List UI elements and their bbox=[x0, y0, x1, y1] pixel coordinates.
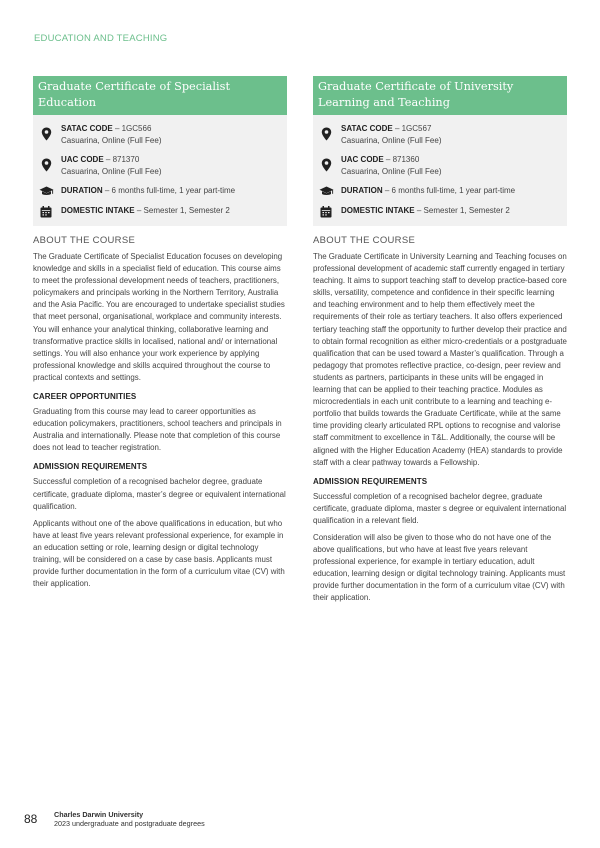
admission-text: Successful completion of a recognised bachelor degree, graduate certificate, graduate diploma, master s degree or equivalent international qualification in a relevant field. bbox=[313, 491, 567, 525]
page-number: 88 bbox=[24, 812, 38, 826]
admission-heading: ADMISSION REQUIREMENTS bbox=[313, 476, 428, 486]
calendar-icon bbox=[317, 205, 335, 218]
intake-value: – Semester 1, Semester 2 bbox=[136, 206, 230, 215]
uac-location: Casuarina, Online (Full Fee) bbox=[341, 166, 442, 176]
duration-value: – 6 months full-time, 1 year part-time bbox=[104, 186, 236, 195]
course-title: Graduate Certificate of Specialist Education bbox=[33, 76, 287, 115]
satac-location: Casuarina, Online (Full Fee) bbox=[341, 135, 442, 145]
admission-text: Consideration will also be given to those who do not have one of the above qualifications, but who have at least five years relevant professional experience, for example in tertiary education, adult education, learning design or digital technology training. Applicants must provide further documentation in the form of a curriculum vitae (CV) with their application. bbox=[313, 532, 566, 603]
duration-info bbox=[313, 182, 567, 202]
course-column-right bbox=[313, 76, 567, 605]
graduation-cap-icon bbox=[37, 185, 55, 197]
about-text: The Graduate Certificate in University Learning and Teaching focuses on professional development of academic staff currently engaged in tertiary teaching. It aims to support teaching staff to develop practice-based core skills, versatility, competence and confidence in their specific learning and teaching environment and to help them effectively meet the requirements of their role as tertiary teachers. It also offers experienced tertiary teaching staff the opportunity to further develop their practice and to obtain formal recognition as either micro-credentials or a postgraduate qualification that can be used toward a Master’s qualification. Through a pedagogy that promotes reflective practice, co-design, peer review and students as partners, participants in these units will be engaged in learning that can be applied to their teaching practice. Modules as microcredentials in each unit contribute to a learning and teaching e-portfolio that builds towards the Graduate Certificate, while at the same time providing clearly articulated RPL options to recognise and valorise staff commitment to excellence in T&L. Additionally, the course will be aligned with the Higher Education Academy (HEA) standards to provide staff with a clear pathway towards a Fellowship. bbox=[313, 252, 567, 467]
uac-code: – 871360 bbox=[385, 155, 420, 164]
graduation-cap-icon bbox=[317, 185, 335, 197]
about-heading: ABOUT THE COURSE bbox=[313, 235, 416, 246]
satac-info bbox=[33, 120, 287, 151]
course-column-left bbox=[33, 76, 287, 590]
duration-label: DURATION bbox=[61, 186, 103, 195]
location-pin-icon bbox=[317, 154, 335, 172]
intake-info bbox=[313, 202, 567, 223]
duration-label: DURATION bbox=[341, 186, 383, 195]
admission-text: Successful completion of a recognised bachelor degree, graduate certificate, graduate diploma, master’s degree or equivalent international qualification. bbox=[33, 477, 286, 511]
intake-info bbox=[33, 202, 287, 223]
section-label: EDUCATION AND TEACHING bbox=[34, 33, 168, 44]
satac-code: – 1GC567 bbox=[394, 124, 432, 133]
about-heading: ABOUT THE COURSE bbox=[33, 235, 136, 246]
satac-label: SATAC CODE bbox=[61, 124, 113, 133]
intake-label: DOMESTIC INTAKE bbox=[341, 206, 415, 215]
duration-value: – 6 months full-time, 1 year part-time bbox=[384, 186, 516, 195]
career-text: Graduating from this course may lead to career opportunities as education policymakers, practitioners, school teachers and principals in Australia and internationally. Please note that completion of this course does not lead to teacher registration. bbox=[33, 407, 282, 453]
admission-text: Applicants without one of the above qualifications in education, but who have at least five years relevant professional experience, for example in an education setting or role, learning design or digital technology training, will be considered on a case by case basis. Applicants must provide further documentation in the form of a curriculum vitae (CV) with their application. bbox=[33, 518, 285, 589]
uac-info bbox=[33, 151, 287, 182]
satac-info bbox=[313, 120, 567, 151]
uac-info bbox=[313, 151, 567, 182]
satac-label: SATAC CODE bbox=[341, 124, 393, 133]
duration-info bbox=[33, 182, 287, 202]
satac-code: – 1GC566 bbox=[114, 124, 152, 133]
course-info-card bbox=[313, 115, 567, 226]
intake-label: DOMESTIC INTAKE bbox=[61, 206, 135, 215]
course-info-card bbox=[33, 115, 287, 226]
location-pin-icon bbox=[37, 123, 55, 141]
career-heading: CAREER OPPORTUNITIES bbox=[33, 392, 137, 402]
calendar-icon bbox=[37, 205, 55, 218]
intake-value: – Semester 1, Semester 2 bbox=[416, 206, 510, 215]
location-pin-icon bbox=[37, 154, 55, 172]
page-footer bbox=[24, 810, 205, 828]
uac-location: Casuarina, Online (Full Fee) bbox=[61, 166, 162, 176]
uac-label: UAC CODE bbox=[61, 155, 104, 164]
satac-location: Casuarina, Online (Full Fee) bbox=[61, 135, 162, 145]
uac-code: – 871370 bbox=[105, 155, 140, 164]
location-pin-icon bbox=[317, 123, 335, 141]
footer-university: Charles Darwin University bbox=[54, 810, 144, 819]
footer-subtitle: 2023 undergraduate and postgraduate degrees bbox=[54, 819, 205, 828]
about-text: The Graduate Certificate of Specialist Education focuses on developing knowledge and skills in a specialist field of education. This course aims to meet the professional development needs of teachers, practitioners, policymakers and principals working in the Northern Territory, Australia and the Asia Pacific. You are encouraged to undertake specialist studies that meet personal, organisational, workplace and community interests. You will enhance your analytical thinking, collaborative learning and transformative practice skills in localised, national and/ or international settings. You will also enhance your work experience by applying professional knowledge and skills acquired throughout the course to practical contexts and settings. bbox=[33, 252, 285, 382]
course-title: Graduate Certificate of University Learning and Teaching bbox=[313, 76, 567, 115]
uac-label: UAC CODE bbox=[341, 155, 384, 164]
admission-heading: ADMISSION REQUIREMENTS bbox=[33, 462, 148, 472]
